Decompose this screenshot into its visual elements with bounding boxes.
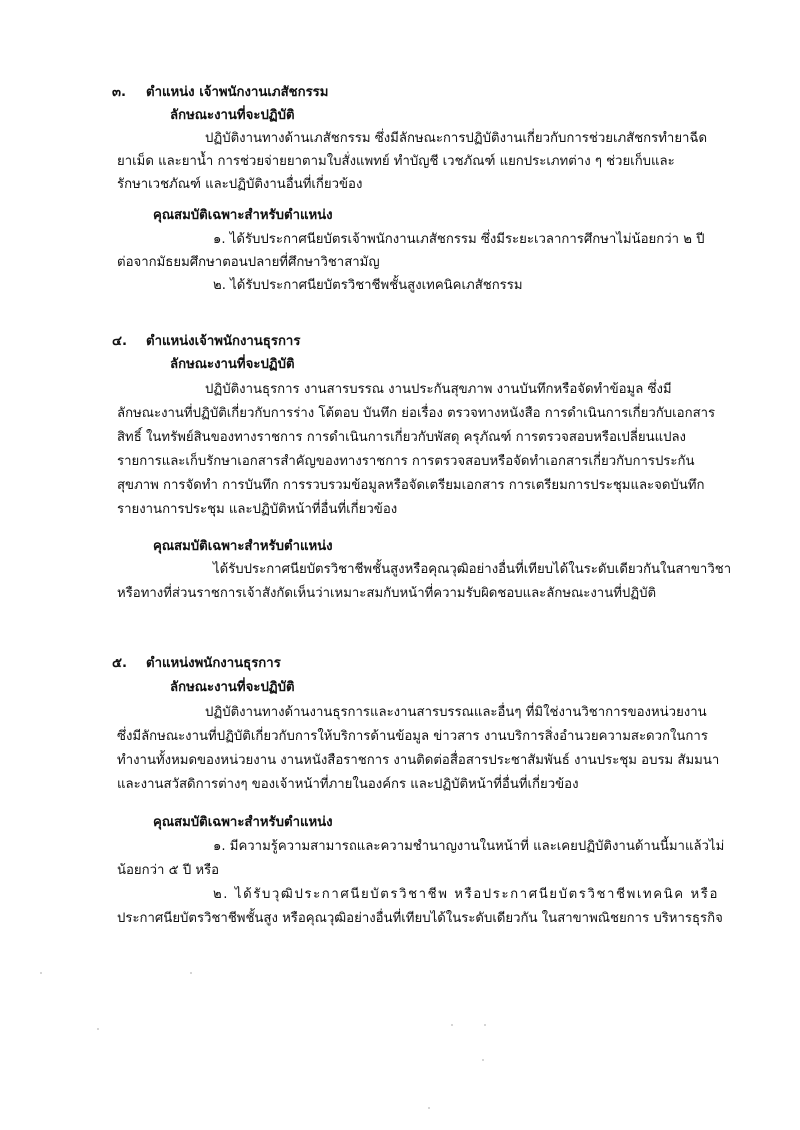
section-3-qual-line-2: ต่อจากมัธยมศึกษาตอนปลายที่ศึกษาวิชาสามัญ xyxy=(117,255,380,270)
section-4-duties-line-2: ลักษณะงานที่ปฏิบัติเกี่ยวกับการร่าง โต้ตอบ บันทึก ย่อเรื่อง ตรวจทางหนังสือ การดำเนินการเกี่ยวกับเอกสาร xyxy=(117,406,716,421)
section-5-qual-heading: คุณสมบัติเฉพาะสำหรับตำแหน่ง xyxy=(153,815,333,830)
section-3-qual-heading: คุณสมบัติเฉพาะสำหรับตำแหน่ง xyxy=(153,208,333,223)
section-3-duties-line-2: ยาเม็ด และยาน้ำ การช่วยจ่ายยาตามใบสั่งแพทย์ ทำบัญชี เวชภัณฑ์ แยกประเภทต่าง ๆ ช่วยเก็บและ xyxy=(117,154,675,169)
section-5-duties-line-2: ซึ่งมีลักษณะงานที่ปฏิบัติเกี่ยวกับการให้บริการด้านข้อมูล ข่าวสาร งานบริการสิ่งอำนวยความสะดวกในการ xyxy=(117,729,708,744)
section-5-number: ๕. xyxy=(112,656,127,671)
section-5-duties-line-4: และงานสวัสดิการต่างๆ ของเจ้าหน้าที่ภายในองค์กร และปฏิบัติหน้าที่อื่นที่เกี่ยวข้อง xyxy=(117,777,579,792)
section-4-title: ตำแหน่งเจ้าพนักงานธุรการ xyxy=(146,334,301,349)
section-3-qual-line-3: ๒. ได้รับประกาศนียบัตรวิชาชีพชั้นสูงเทคนิคเภสัชกรรม xyxy=(213,278,523,293)
section-4-duties-heading: ลักษณะงานที่จะปฏิบัติ xyxy=(170,357,295,372)
section-5-qual-line-4: ประกาศนียบัตรวิชาชีพชั้นสูง หรือคุณวุฒิอย่างอื่นที่เทียบได้ในระดับเดียวกัน ในสาขาพณิชยการ บริหารธุรกิจ xyxy=(117,911,723,926)
section-4-qual-heading: คุณสมบัติเฉพาะสำหรับตำแหน่ง xyxy=(153,539,333,554)
section-5-duties-line-1: ปฏิบัติงานทางด้านงานธุรการและงานสารบรรณและอื่นๆ ที่มิใช่งานวิชาการของหน่วยงาน xyxy=(205,705,707,720)
section-5-qual-line-2: น้อยกว่า ๕ ปี หรือ xyxy=(117,863,220,878)
section-4-number: ๔. xyxy=(112,334,127,349)
section-5-qual-line-1: ๑. มีความรู้ความสามารถและความชำนาญงานในหน้าที่ และเคยปฏิบัติงานด้านนี้มาแล้วไม่ xyxy=(213,839,725,854)
scan-speck xyxy=(40,972,42,974)
section-5-duties-line-3: ทำงานทั้งหมดของหน่วยงาน งานหนังสือราชการ งานติดต่อสื่อสารประชาสัมพันธ์ งานประชุม อบรม สัมมนา xyxy=(117,753,720,768)
section-3-title: ตำแหน่ง เจ้าพนักงานเภสัชกรรม xyxy=(146,85,329,100)
scan-speck xyxy=(482,1059,484,1061)
section-4-duties-line-4: รายการและเก็บรักษาเอกสารสำคัญของทางราชการ การตรวจสอบหรือจัดทำเอกสารเกี่ยวกับการประกัน xyxy=(117,454,695,469)
section-3-duties-heading: ลักษณะงานที่จะปฏิบัติ xyxy=(170,108,295,123)
scan-speck xyxy=(190,972,192,974)
section-4-qual-line-1: ได้รับประกาศนียบัตรวิชาชีพชั้นสูงหรือคุณวุฒิอย่างอื่นที่เทียบได้ในระดับเดียวกันในสาขาวิชา xyxy=(213,562,732,577)
section-4-duties-line-6: รายงานการประชุม และปฏิบัติหน้าที่อื่นที่เกี่ยวข้อง xyxy=(117,502,398,517)
section-3-number: ๓. xyxy=(112,85,127,100)
section-5-duties-heading: ลักษณะงานที่จะปฏิบัติ xyxy=(170,680,295,695)
scan-speck xyxy=(97,1028,99,1030)
section-3-duties-line-1: ปฏิบัติงานทางด้านเภสัชกรรม ซึ่งมีลักษณะการปฏิบัติงานเกี่ยวกับการช่วยเภสัชกรทำยาฉีด xyxy=(205,131,708,146)
section-5-heading xyxy=(112,655,281,673)
section-4-qual-line-2: หรือทางที่ส่วนราชการเจ้าสังกัดเห็นว่าเหมาะสมกับหน้าที่ความรับผิดชอบและลักษณะงานที่ปฏิบัติ xyxy=(117,586,657,601)
section-4-duties-line-3: สิทธิ์ ในทรัพย์สินของทางราชการ การดำเนินการเกี่ยวกับพัสดุ ครุภัณฑ์ การตรวจสอบหรือเปลี่ยนแปลง xyxy=(117,430,686,445)
section-3-duties-line-3: รักษาเวชภัณฑ์ และปฏิบัติงานอื่นที่เกี่ยวข้อง xyxy=(117,177,363,192)
section-4-duties-line-1: ปฏิบัติงานธุรการ งานสารบรรณ งานประกันสุขภาพ งานบันทึกหรือจัดทำข้อมูล ซึ่งมี xyxy=(205,382,672,397)
section-5-qual-line-3: ๒. ได้รับวุฒิประกาศนียบัตรวิชาชีพ หรือประกาศนียบัตรวิชาชีพเทคนิค หรือ xyxy=(213,887,720,902)
section-5-title: ตำแหน่งพนักงานธุรการ xyxy=(146,656,281,671)
section-4-duties-line-5: สุขภาพ การจัดทำ การบันทึก การรวบรวมข้อมูลหรือจัดเตรียมเอกสาร การเตรียมการประชุมและจดบันทึก xyxy=(117,478,705,493)
section-3-qual-line-1: ๑. ได้รับประกาศนียบัตรเจ้าพนักงานเภสัชกรรม ซึ่งมีระยะเวลาการศึกษาไม่น้อยกว่า ๒ ปี xyxy=(213,232,705,247)
scan-speck xyxy=(428,1107,430,1109)
section-3-heading xyxy=(112,84,328,102)
section-4-heading xyxy=(112,333,300,351)
scan-speck xyxy=(451,1024,453,1026)
scan-speck xyxy=(484,1024,486,1026)
